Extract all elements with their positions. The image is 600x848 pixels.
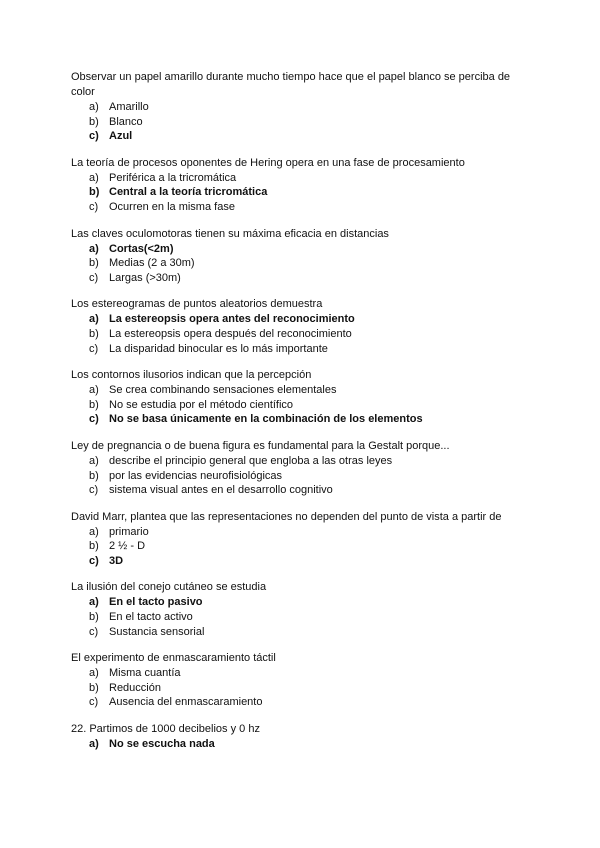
option-letter: a)	[89, 171, 99, 184]
option-text: Ocurren en la misma fase	[109, 200, 235, 213]
options-list	[71, 171, 531, 215]
options-list	[71, 100, 531, 144]
option-letter: b)	[89, 398, 99, 411]
options-list	[71, 242, 531, 286]
option-text: En el tacto pasivo	[109, 596, 203, 609]
option-text: No se estudia por el método científico	[109, 398, 294, 411]
option-text: Reducción	[109, 681, 161, 694]
option-letter: a)	[89, 101, 99, 113]
option-letter: b)	[89, 469, 99, 482]
option-text: No se basa únicamente en la combinación de los elementos	[109, 413, 423, 426]
options-list	[71, 383, 531, 427]
question-text: 22. Partimos de 1000 decibelios y 0 hz	[71, 723, 260, 736]
option-item	[71, 200, 531, 215]
option-item	[71, 525, 531, 540]
option-text: Cortas(<2m)	[109, 242, 174, 255]
option-text: La disparidad binocular es lo más importante	[109, 342, 328, 355]
option-text: 3D	[109, 554, 124, 567]
option-letter: a)	[89, 454, 99, 467]
option-item	[71, 483, 531, 498]
option-item	[71, 271, 531, 286]
question-text: Ley de pregnancia o de buena figura es fundamental para la Gestalt porque...	[71, 439, 450, 452]
option-item	[71, 115, 531, 130]
option-letter: c)	[89, 271, 99, 284]
option-item-correct	[71, 412, 531, 427]
option-text: Misma cuantía	[109, 667, 181, 680]
question-text: El experimento de enmascaramiento táctil	[71, 652, 276, 665]
question-text: Observar un papel amarillo durante mucho tiempo hace que el papel blanco se perciba de color	[71, 71, 511, 98]
options-list	[71, 312, 531, 356]
option-letter: c)	[89, 342, 99, 355]
option-letter: b)	[89, 186, 100, 199]
question-6	[71, 439, 531, 498]
option-text: Periférica a la tricromática	[109, 171, 237, 184]
question-7	[71, 510, 531, 569]
option-letter: b)	[89, 540, 99, 553]
option-text: En el tacto activo	[109, 611, 193, 624]
question-9	[71, 651, 531, 710]
option-letter: c)	[89, 696, 99, 709]
option-item	[71, 100, 531, 115]
question-1	[71, 70, 531, 144]
options-list	[71, 525, 531, 569]
option-text: Azul	[109, 130, 133, 143]
question-10	[71, 722, 531, 752]
option-letter: b)	[89, 257, 99, 270]
option-item-correct	[71, 242, 531, 257]
option-item	[71, 327, 531, 342]
option-letter: a)	[89, 667, 99, 680]
option-text: primario	[109, 525, 149, 538]
option-letter: c)	[89, 554, 99, 567]
options-list	[71, 666, 531, 710]
option-item-correct	[71, 129, 531, 144]
question-2	[71, 156, 531, 215]
option-text: 2 ½ - D	[109, 540, 146, 553]
option-text: sistema visual antes en el desarrollo cognitivo	[109, 484, 333, 497]
option-letter: b)	[89, 681, 99, 694]
option-item	[71, 171, 531, 186]
option-text: describe el principio general que engloba a las otras leyes	[109, 454, 393, 467]
option-text: por las evidencias neurofisiológicas	[109, 469, 283, 482]
option-letter: a)	[89, 596, 99, 609]
option-item	[71, 454, 531, 469]
question-text: Las claves oculomotoras tienen su máxima eficacia en distancias	[71, 227, 389, 240]
document-page	[71, 70, 531, 764]
option-item	[71, 383, 531, 398]
question-5	[71, 368, 531, 427]
option-text: Central a la teoría tricromática	[109, 186, 268, 199]
option-text: Medias (2 a 30m)	[109, 257, 195, 270]
question-text: La ilusión del conejo cutáneo se estudia	[71, 581, 267, 594]
option-item	[71, 398, 531, 413]
option-item	[71, 681, 531, 696]
option-text: Largas (>30m)	[109, 271, 181, 284]
question-text: David Marr, plantea que las representaciones no dependen del punto de vista a partir de	[71, 510, 502, 523]
option-item	[71, 256, 531, 271]
option-text: Ausencia del enmascaramiento	[109, 696, 263, 709]
question-4	[71, 297, 531, 356]
options-list	[71, 737, 531, 752]
question-text: La teoría de procesos oponentes de Hering opera en una fase de procesamiento	[71, 156, 465, 169]
option-text: Amarillo	[109, 101, 149, 113]
option-item	[71, 469, 531, 484]
option-letter: b)	[89, 611, 99, 624]
options-list	[71, 454, 531, 498]
option-letter: b)	[89, 115, 99, 128]
option-letter: b)	[89, 327, 99, 340]
question-8	[71, 580, 531, 639]
option-item-correct	[71, 312, 531, 327]
option-text: Blanco	[109, 115, 143, 128]
option-letter: c)	[89, 130, 99, 143]
option-letter: a)	[89, 738, 99, 751]
option-item-correct	[71, 595, 531, 610]
option-letter: a)	[89, 242, 99, 255]
option-item	[71, 666, 531, 681]
option-text: No se escucha nada	[109, 738, 215, 751]
option-text: La estereopsis opera después del reconocimiento	[109, 327, 352, 340]
option-text: Se crea combinando sensaciones elementales	[109, 384, 337, 397]
option-letter: c)	[89, 413, 99, 426]
option-item-correct	[71, 737, 531, 752]
option-letter: a)	[89, 384, 99, 397]
option-letter: c)	[89, 484, 99, 497]
option-item	[71, 342, 531, 357]
question-3	[71, 227, 531, 286]
option-text: La estereopsis opera antes del reconocimiento	[109, 313, 355, 326]
option-letter: c)	[89, 625, 99, 638]
option-item-correct	[71, 185, 531, 200]
option-item-correct	[71, 554, 531, 569]
option-item	[71, 625, 531, 640]
option-item	[71, 695, 531, 710]
question-text: Los contornos ilusorios indican que la percepción	[71, 369, 312, 382]
option-text: Sustancia sensorial	[109, 625, 205, 638]
option-item	[71, 539, 531, 554]
option-item	[71, 610, 531, 625]
option-letter: c)	[89, 200, 99, 213]
question-text: Los estereogramas de puntos aleatorios demuestra	[71, 298, 323, 311]
option-letter: a)	[89, 313, 99, 326]
option-letter: a)	[89, 525, 99, 538]
options-list	[71, 595, 531, 639]
